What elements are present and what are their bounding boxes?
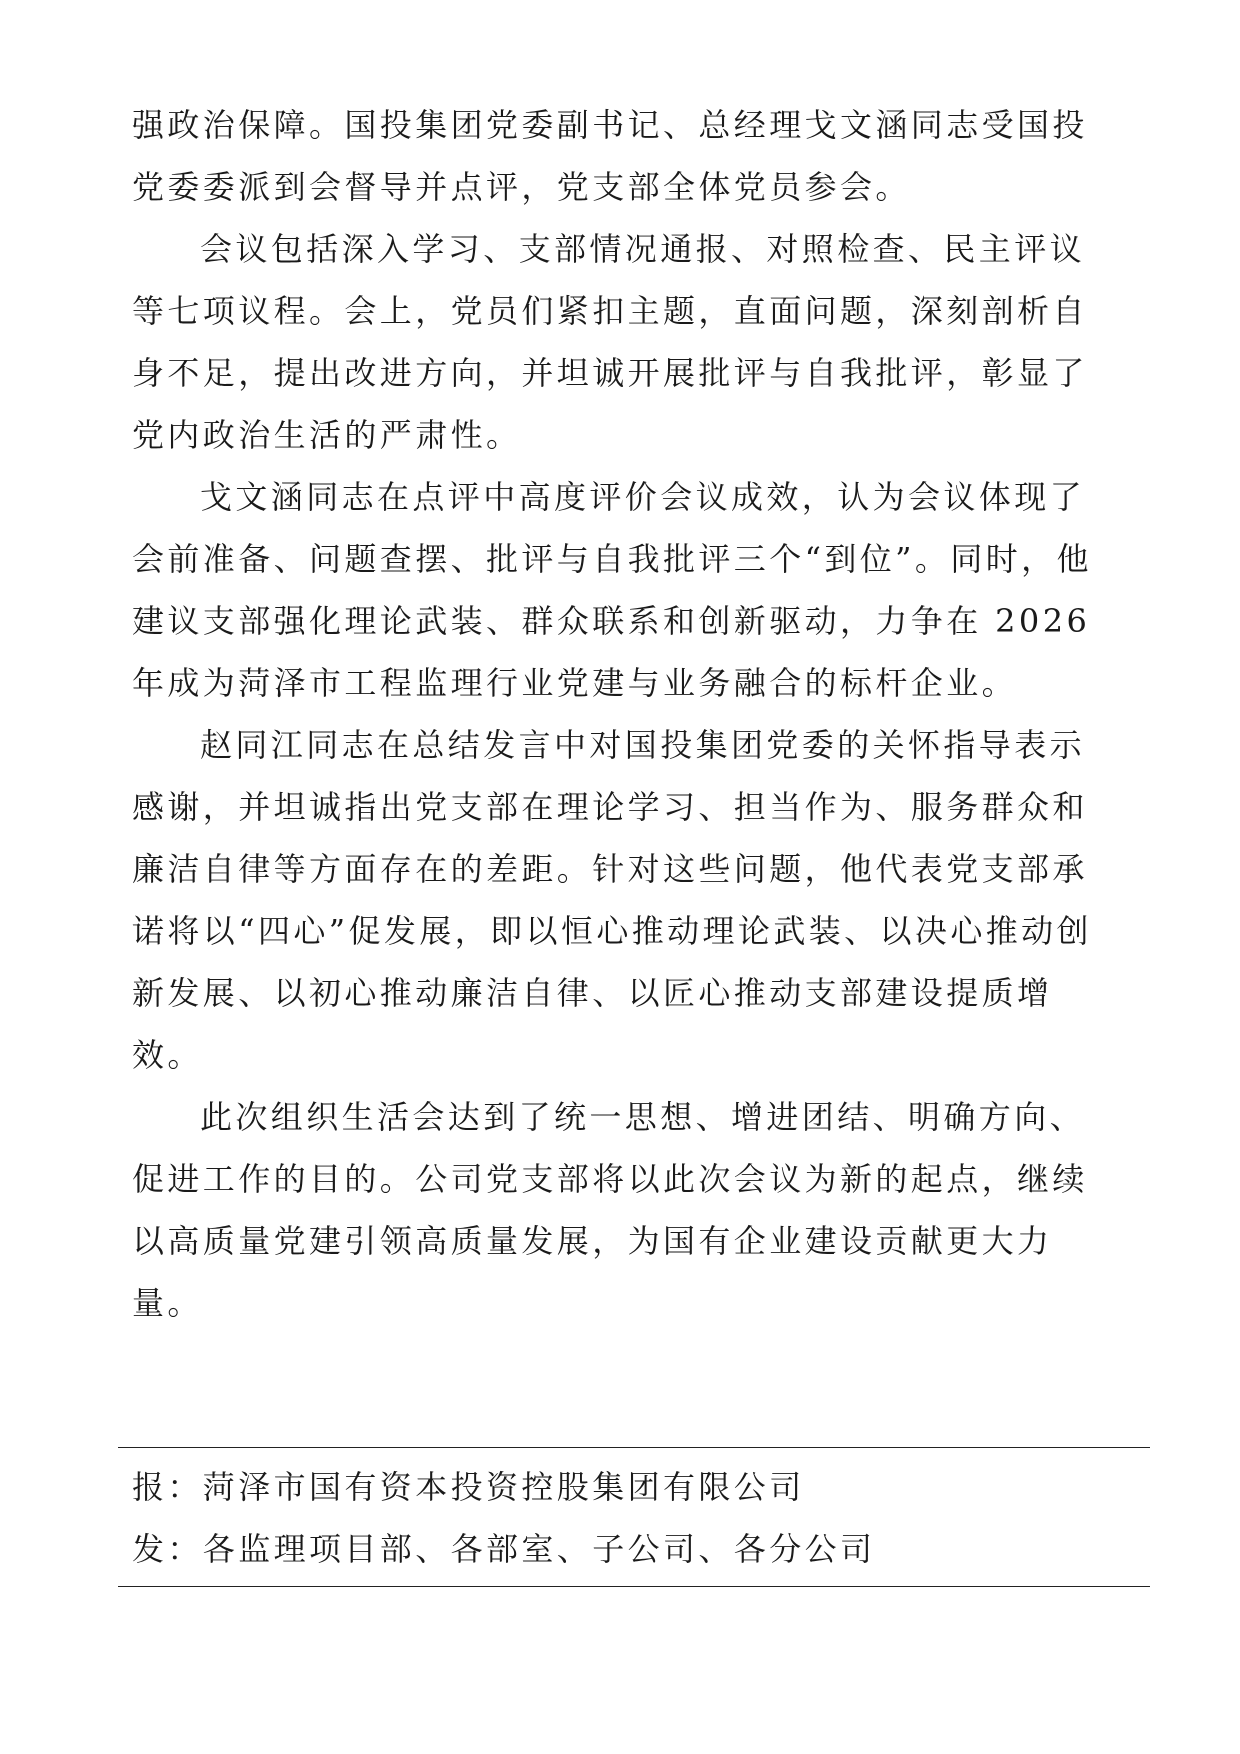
document-body: [132, 94, 1120, 1334]
paragraph-4: 赵同江同志在总结发言中对国投集团党委的关怀指导表示感谢，并坦诚指出党支部在理论学习、担当作为、服务群众和廉洁自律等方面存在的差距。针对这些问题，他代表党支部承诺将以“四心”促发展，即以恒心推动理论武装、以决心推动创新发展、以初心推动廉洁自律、以匠心推动支部建设提质增效。: [132, 726, 1092, 1074]
paragraph-5: 此次组织生活会达到了统一思想、增进团结、明确方向、促进工作的目的。公司党支部将以此次会议为新的起点，继续以高质量党建引领高质量发展，为国有企业建设贡献更大力量。: [132, 1098, 1088, 1322]
report-to-line: 报：菏泽市国有资本投资控股集团有限公司: [132, 1468, 805, 1506]
distribution-footer: [118, 1447, 1150, 1587]
paragraph-1: 强政治保障。国投集团党委副书记、总经理戈文涵同志受国投党委委派到会督导并点评，党支部全体党员参会。: [132, 106, 1088, 206]
send-to-line: 发：各监理项目部、各部室、子公司、各分公司: [132, 1530, 876, 1568]
paragraph-3: 戈文涵同志在点评中高度评价会议成效，认为会议体现了会前准备、问题查摆、批评与自我批评三个“到位”。同时，他建议支部强化理论武装、群众联系和创新驱动，力争在 2026 年成为菏泽市工程监理行业党建与业务融合的标杆企业。: [132, 478, 1092, 702]
paragraph-2: 会议包括深入学习、支部情况通报、对照检查、民主评议等七项议程。会上，党员们紧扣主题，直面问题，深刻剖析自身不足，提出改进方向，并坦诚开展批评与自我批评，彰显了党内政治生活的严肃性。: [132, 230, 1088, 454]
